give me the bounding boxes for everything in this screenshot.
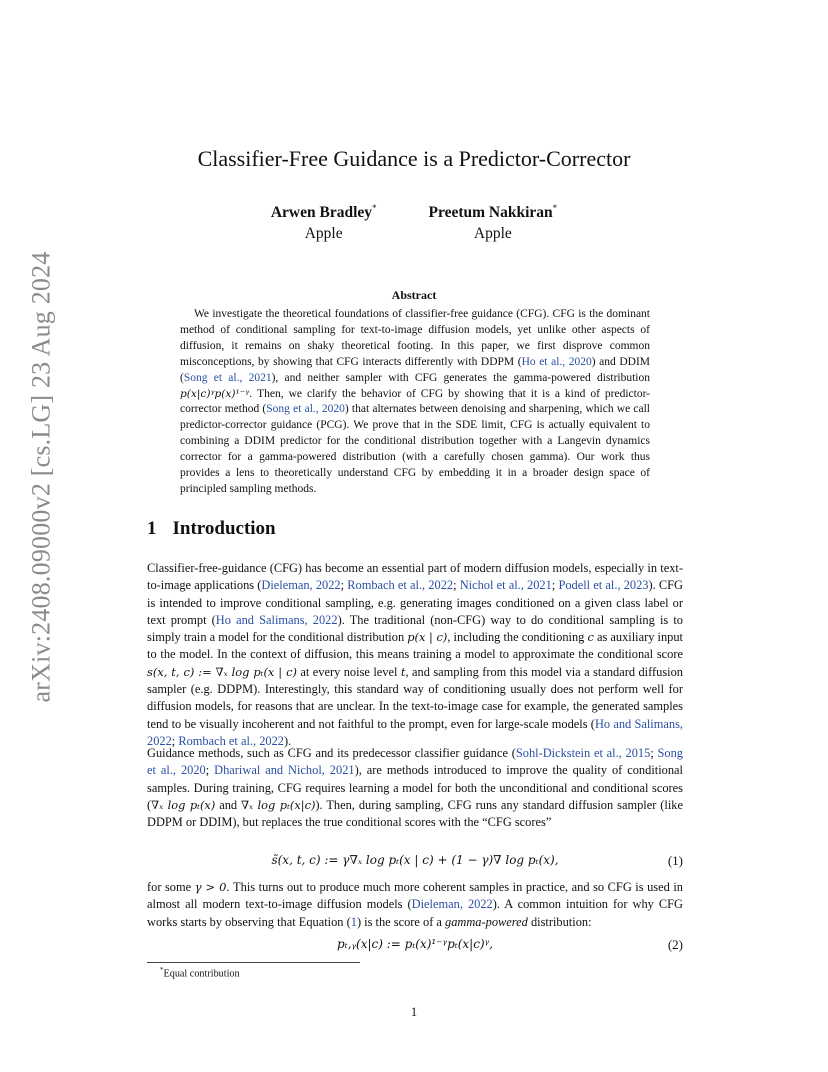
author-name: Arwen Bradley [270, 204, 373, 222]
text-segment: as auxiliary input to the model. In the context of diffusion, this means training a model to approximate the conditional score [147, 630, 683, 662]
text-segment: ) is the score of a [356, 914, 446, 929]
abstract-text-segment: ) that alternates between denoising and sharpening, which we call predictor-corrector guidance (PCG). We prove that in the SDE limit, CFG is actually equivalent to combining a DDIM predictor for the conditional distribution together with a Langevin dynamics corrector for a gamma-powered distribution (with a carefully chosen gamma). Our work thus provides a lens to theoretically understand CFG by embedding it in a broader design space of principled sampling methods. [180, 403, 651, 495]
footnote-divider [147, 962, 360, 963]
page-number: 1 [410, 1005, 418, 1019]
abstract-heading: Abstract [391, 288, 437, 302]
equation-number: (1) [667, 853, 683, 868]
equation-number: (2) [667, 937, 683, 952]
text-segment: , and sampling from this model via a standard diffusion sampler (e.g. DDPM). Interestingly, this standard way of conditioning usually does not perform well for diffusion models, for reasons that are unclear. In the text-to-image case for example, the generated samples tend to be visually incoherent and not faithful to the prompt, even for large-scale models ( [147, 664, 683, 731]
equal-contribution-mark: * [552, 203, 558, 213]
abstract-text-segment: We investigate the theoretical foundations of classifier-free guidance (CFG). CFG is the dominant method of conditional sampling for text-to-image diffusion models, yet unlike other aspects of diffusion, it remains on shaky theoretical footing. In this paper, we first disprove common misconceptions, by showing that CFG interacts differently with DDPM ( [180, 308, 650, 368]
text-segment: ). A common intuition for why CFG works starts by observing that Equation ( [147, 897, 683, 929]
author-name: Preetum Nakkiran [428, 204, 553, 222]
equation-body: s̃(x, t, c) := γ∇ₓ log pₜ(x | c) + (1 − γ)∇ log pₜ(x), [271, 853, 559, 867]
text-segment: ). Then, during sampling, CFG runs any standard diffusion sampler (like DDPM or DDIM), but replaces the true conditional scores with the “CFG scores” [147, 797, 683, 830]
text-segment: ). [283, 733, 292, 748]
text-segment: and [215, 797, 242, 812]
text-segment: ), are methods introduced to improve the quality of conditional samples. During training, CFG requires learning a model for both the unconditional and conditional scores ( [147, 763, 683, 812]
citation-link[interactable]: Ho and Salimans, 2022 [215, 612, 338, 627]
citation-link[interactable]: Song et al., 2020 [147, 746, 683, 778]
citation-link[interactable]: Song et al., 2020 [266, 403, 345, 416]
math-inline: ∇ₓ log pₜ(x) [151, 797, 216, 812]
math-inline: γ > 0 [194, 880, 227, 894]
text-segment: ; [340, 578, 348, 593]
math-inline: t [400, 664, 406, 679]
citation-link[interactable]: Dieleman, 2022 [411, 897, 493, 912]
footnote-text: Equal contribution [163, 968, 240, 980]
arxiv-identifier: arXiv:2408.09000v2 [cs.LG] 23 Aug 2024 [26, 251, 55, 703]
text-segment: , including the conditioning [447, 630, 588, 645]
math-inline: p(x|c)ᵞp(x)¹⁻ᵞ [180, 387, 250, 400]
abstract-text [180, 307, 650, 498]
abstract-text-segment: ), and neither sampler with CFG generates the gamma-powered distribution [271, 371, 650, 384]
intro-paragraph-2 [147, 745, 683, 831]
text-segment: ; [650, 746, 658, 760]
author-block [0, 198, 828, 244]
text-segment: ; [171, 733, 179, 748]
text-segment: distribution: [527, 914, 592, 929]
citation-link[interactable]: Podell et al., 2023 [558, 578, 649, 593]
citation-link[interactable]: Song et al., 2021 [183, 371, 272, 384]
section-heading [147, 518, 276, 540]
abstract-text-segment: . Then, we clarify the behavior of CFG by showing that it is a kind of predictor-corrector method ( [180, 387, 650, 416]
paper-title: Classifier-Free Guidance is a Predictor-Corrector [197, 146, 631, 171]
citation-link[interactable]: Rombach et al., 2022 [178, 733, 284, 748]
citation-link[interactable]: Ho and Salimans, 2022 [147, 716, 683, 748]
math-inline: c [587, 630, 594, 645]
text-segment: Guidance methods, such as CFG and its predecessor classifier guidance ( [147, 746, 516, 760]
text-segment: ). The traditional (non-CFG) way to do conditional sampling is to simply train a model for the conditional distribution [147, 612, 684, 645]
arxiv-stamp [18, 251, 64, 703]
footnote [160, 966, 240, 979]
author-2 [429, 198, 558, 244]
intro-paragraph-1 [147, 560, 683, 750]
equal-contribution-mark: * [372, 203, 377, 213]
math-inline: s(x, t, c) := ∇ₓ log pₜ(x | c) [147, 664, 297, 679]
text-segment: ; [453, 578, 460, 593]
citation-link[interactable]: Dieleman, 2022 [261, 578, 341, 593]
citation-link[interactable]: Sohl-Dickstein et al., 2015 [515, 746, 651, 760]
author-1 [271, 198, 377, 244]
text-segment: at every noise level [296, 664, 401, 679]
text-segment: ; [551, 578, 559, 593]
section-title: Introduction [172, 518, 276, 539]
author-affiliation: Apple [304, 225, 343, 243]
text-segment: . This turns out to produce much more coherent samples in practice, and so CFG is used in almost all modern text-to-image diffusion models ( [147, 880, 683, 912]
author-affiliation: Apple [473, 225, 512, 243]
math-inline: ∇ₓ log pₜ(x|c) [241, 797, 316, 812]
abstract-text-segment: ) and DDIM ( [180, 355, 651, 384]
text-segment: ; [205, 763, 215, 778]
text-segment: for some [147, 880, 195, 894]
citation-link[interactable]: Nichol et al., 2021 [459, 578, 552, 593]
footnote-mark: * [160, 966, 164, 974]
text-segment: Classifier-free-guidance (CFG) has become an essential part of modern diffusion models, especially in text-to-image applications ( [147, 561, 683, 593]
equation-reference-link[interactable]: 1 [350, 914, 357, 929]
citation-link[interactable]: Dhariwal and Nichol, 2021 [214, 763, 355, 778]
citation-link[interactable]: Ho et al., 2020 [521, 355, 592, 368]
text-segment: ). CFG is intended to improve conditional sampling, e.g. generating images conditioned on a given class label or text prompt ( [147, 578, 683, 627]
emphasis-text: gamma-powered [445, 914, 528, 929]
section-number: 1 [147, 518, 157, 539]
math-inline: p(x | c) [407, 630, 448, 645]
equation-body: pₜ,ᵧ(x|c) := pₜ(x)¹⁻ᵞpₜ(x|c)ᵞ, [337, 937, 493, 951]
intro-paragraph-3 [147, 879, 683, 931]
citation-link[interactable]: Rombach et al., 2022 [347, 578, 454, 593]
